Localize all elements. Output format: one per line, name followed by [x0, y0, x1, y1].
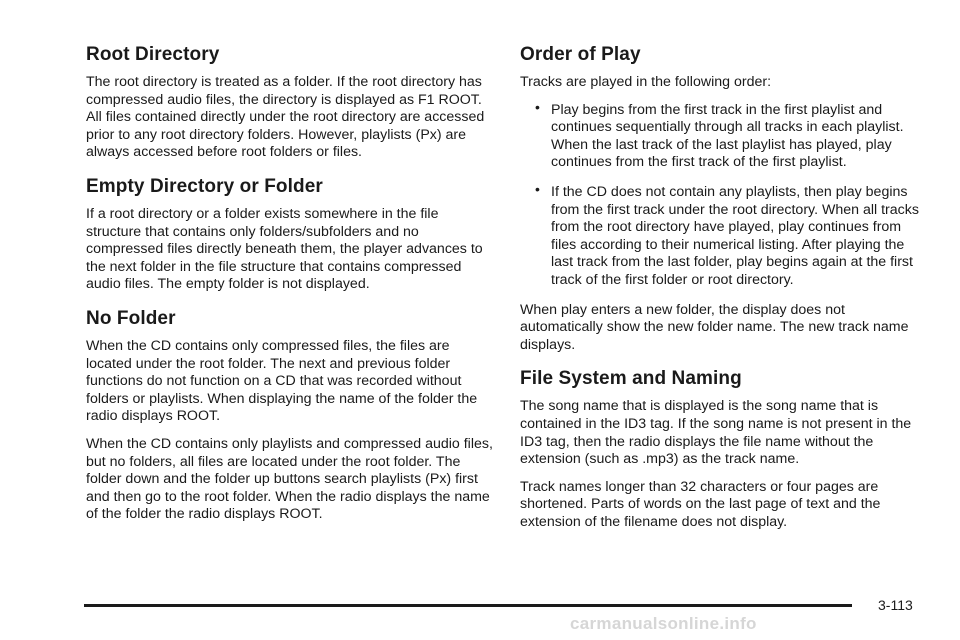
section-file-system-naming: [520, 368, 930, 531]
left-column: [86, 44, 494, 538]
paragraph: The song name that is displayed is the song name that is contained in the ID3 tag. If the song name is not present in the ID3 tag, then the radio displays the file name without the extension (such as .mp3) as the track name.: [520, 398, 912, 468]
list-item-text: Play begins from the first track in the first playlist and continues sequentially through all tracks in each playlist. When the last track of the last playlist has played, play continues from the first track of the first playlist.: [551, 101, 904, 171]
heading-empty-directory: Empty Directory or Folder: [86, 175, 323, 197]
list-item-text: If the CD does not contain any playlists, then play begins from the first track under the root directory. When all tracks from the root directory have played, play continues from files according to their numerical listing. After playing the last track from the last folder, play begins again at the first track of the first folder or root directory.: [551, 183, 919, 288]
play-order-list: [520, 98, 930, 290]
outro-paragraph: When play enters a new folder, the display does not automatically show the new folder name. The new track name displays.: [520, 301, 909, 353]
section-root-directory: [86, 44, 494, 162]
bullet-icon: •: [535, 180, 540, 197]
right-column: [520, 44, 930, 545]
page-number: 3-113: [878, 597, 913, 613]
heading-no-folder: No Folder: [86, 307, 176, 329]
watermark: carmanualsonline.info: [570, 614, 757, 633]
paragraph: Track names longer than 32 characters or four pages are shortened. Parts of words on the last page of text and the extension of the filename does not display.: [520, 478, 881, 530]
list-item: [520, 180, 930, 290]
list-item: [520, 98, 930, 172]
paragraph: The root directory is treated as a folder. If the root directory has compressed audio files, the directory is displayed as F1 ROOT. All files contained directly under the root directory are accessed prior to any root directory folders. However, playlists (Px) are always accessed before root folders or files.: [86, 74, 485, 161]
heading-file-system-naming: File System and Naming: [520, 368, 742, 390]
paragraph: When the CD contains only compressed files, the files are located under the root folder. The next and previous folder functions do not function on a CD that was recorded without folders or playlists. When displaying the name of the folder the radio displays ROOT.: [86, 337, 478, 425]
bullet-icon: •: [535, 98, 540, 115]
heading-root-directory: Root Directory: [86, 44, 220, 65]
paragraph: When the CD contains only playlists and compressed audio files, but no folders, all files are located under the root folder. The folder down and the folder up buttons search playlists (Px) first and then go to the root folder. When the radio displays the name of the folder the radio displays ROOT.: [86, 435, 493, 523]
footer-rule: [84, 604, 852, 607]
paragraph: If a root directory or a folder exists somewhere in the file structure that contains only folders/subfolders and no compressed files directly beneath them, the player advances to the next folder in the file structure that contains compressed audio files. The empty folder is not displayed.: [86, 205, 483, 293]
section-empty-directory: [86, 176, 494, 294]
section-no-folder: [86, 308, 494, 524]
heading-order-of-play: Order of Play: [520, 44, 641, 65]
intro-paragraph: Tracks are played in the following order:: [520, 74, 772, 90]
section-order-of-play: [520, 44, 930, 354]
